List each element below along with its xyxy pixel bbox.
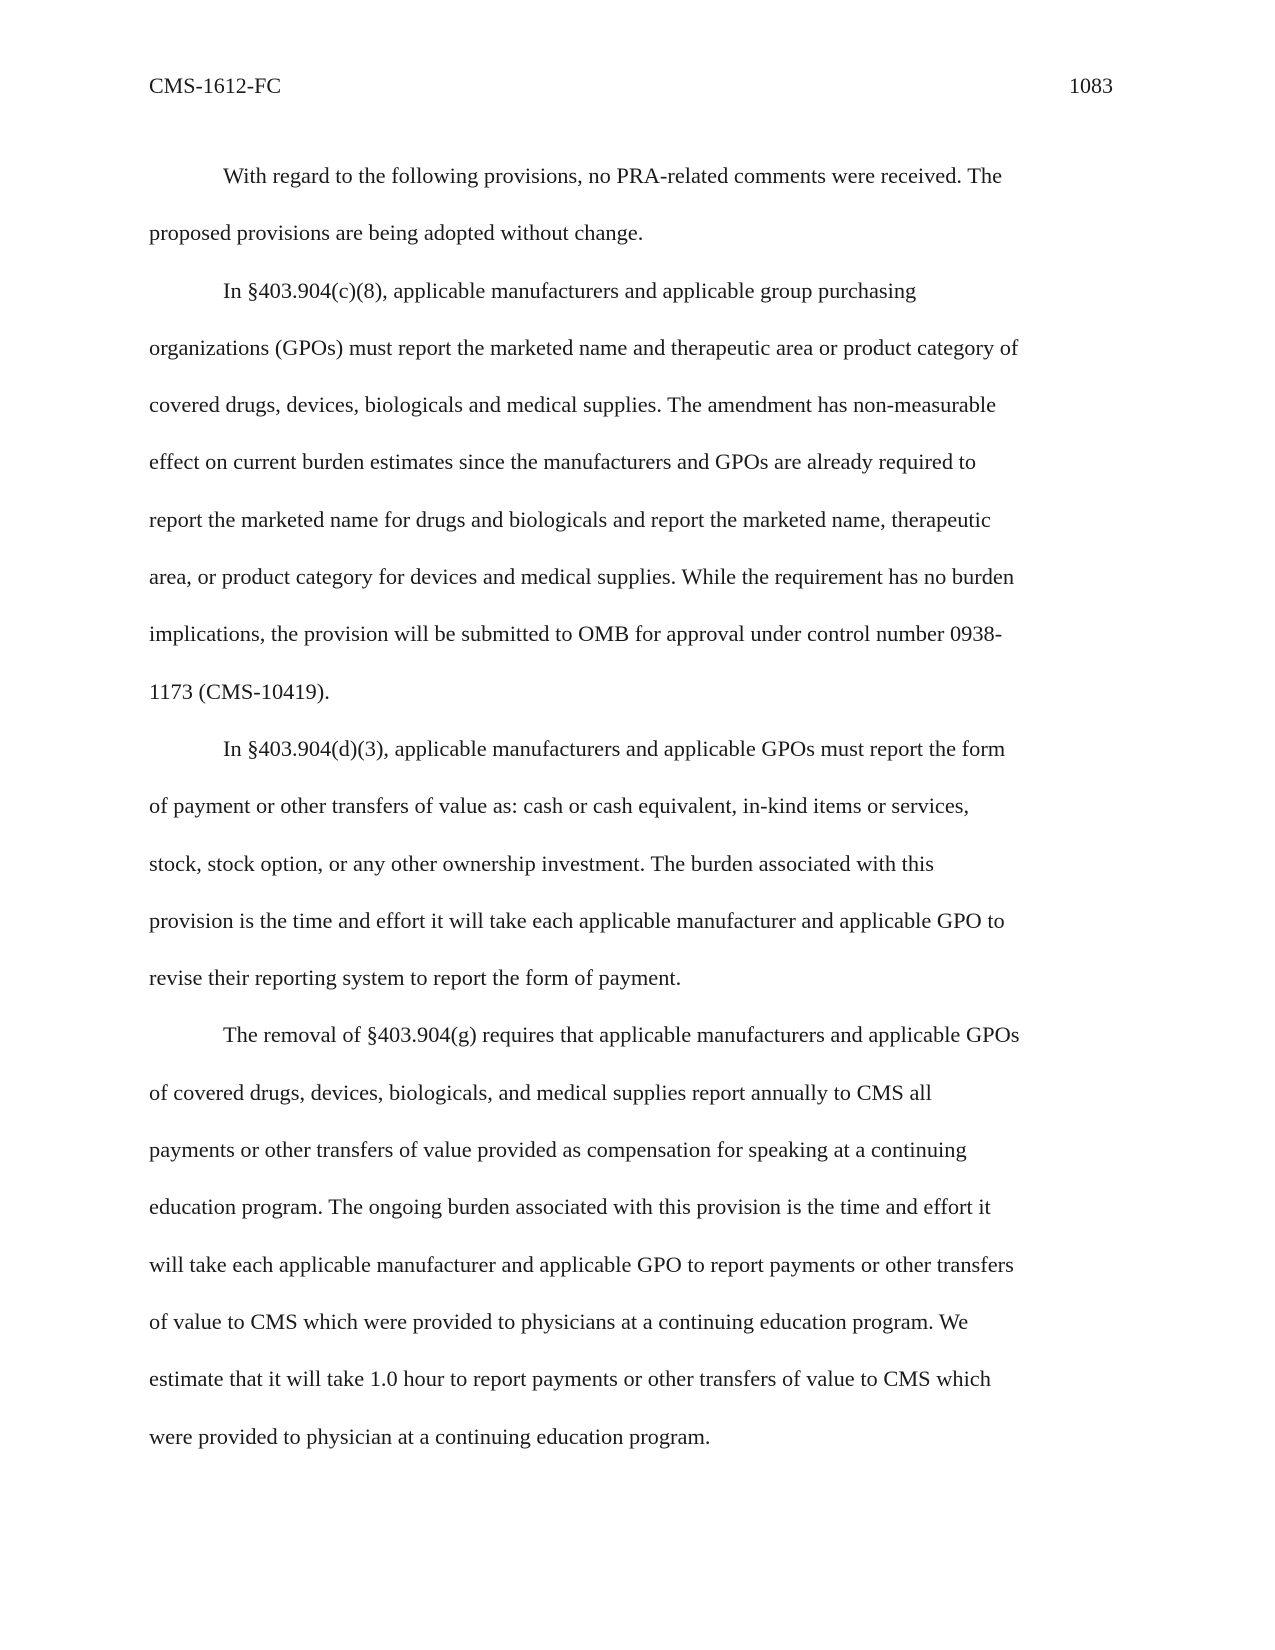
text-line: implications, the provision will be submitted to OMB for approval under control number 0938- [149,621,1003,647]
page-header [149,73,1113,99]
paragraph [149,720,1121,1006]
document-id: CMS-1612-FC [149,73,282,98]
text-line: In §403.904(d)(3), applicable manufacturers and applicable GPOs must report the form [223,735,1006,761]
text-line: stock, stock option, or any other ownership investment. The burden associated with this [149,850,934,876]
paragraph [149,147,1121,262]
text-line: 1173 (CMS-10419). [149,678,330,704]
document-body [149,147,1121,1465]
text-line: effect on current burden estimates since the manufacturers and GPOs are already required to [149,449,977,475]
paragraph [149,1006,1121,1464]
text-line: estimate that it will take 1.0 hour to report payments or other transfers of value to CMS which [149,1366,991,1392]
text-line: payments or other transfers of value provided as compensation for speaking at a continuing [149,1137,967,1163]
text-line: provision is the time and effort it will take each applicable manufacturer and applicable GPO to [149,907,1005,933]
text-line: will take each applicable manufacturer and applicable GPO to report payments or other transfers [149,1251,1014,1277]
text-line: report the marketed name for drugs and biologicals and report the marketed name, therapeutic [149,506,991,532]
text-line: of payment or other transfers of value as: cash or cash equivalent, in-kind items or services, [149,793,970,819]
paragraph [149,262,1121,720]
text-line: of value to CMS which were provided to physicians at a continuing education program. We [149,1308,969,1334]
text-line: organizations (GPOs) must report the marketed name and therapeutic area or product category of [149,334,1019,360]
text-line: of covered drugs, devices, biologicals, and medical supplies report annually to CMS all [149,1079,932,1105]
text-line: covered drugs, devices, biologicals and medical supplies. The amendment has non-measurable [149,392,997,418]
text-line: In §403.904(c)(8), applicable manufacturers and applicable group purchasing [223,277,917,303]
text-line: education program. The ongoing burden associated with this provision is the time and effort it [149,1194,991,1220]
page-number: 1083 [1069,73,1113,98]
text-line: were provided to physician at a continuing education program. [149,1423,711,1449]
text-line: area, or product category for devices and medical supplies. While the requirement has no burden [149,564,1015,590]
text-line: The removal of §403.904(g) requires that applicable manufacturers and applicable GPOs [223,1022,1020,1048]
text-line: revise their reporting system to report the form of payment. [149,965,682,991]
text-line: proposed provisions are being adopted without change. [149,220,644,246]
text-line: With regard to the following provisions, no PRA-related comments were received. The [223,163,1003,188]
